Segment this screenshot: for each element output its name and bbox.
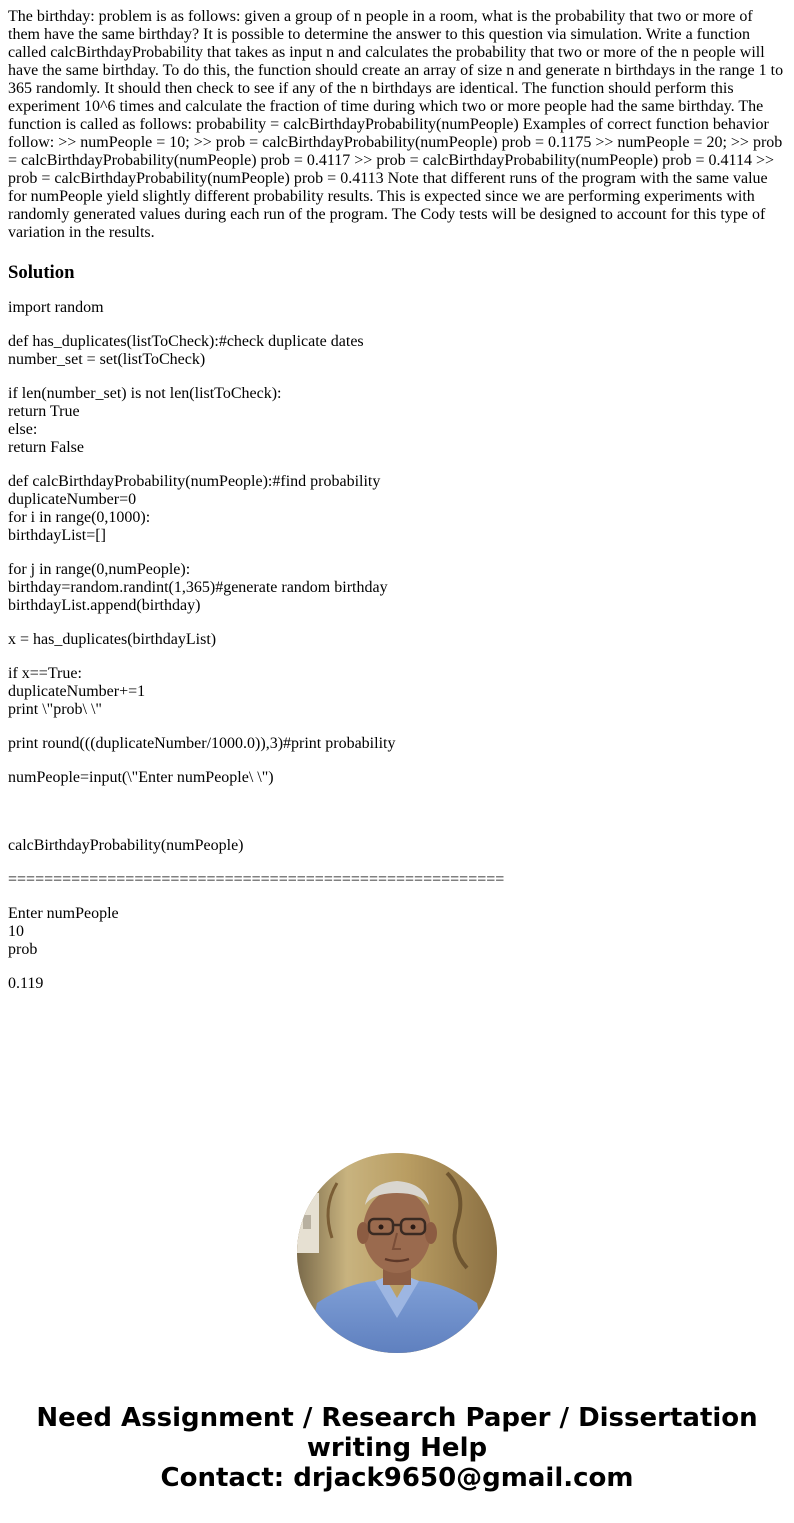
code-line: duplicateNumber+=1 bbox=[8, 683, 146, 700]
output-line: Enter numPeople bbox=[8, 905, 119, 922]
problem-statement: The birthday: problem is as follows: given a group of n people in a room, what is the probability that two or more of them have the same birthday? It is possible to determine the answer to this question via simulation. Write a function called calcBirthdayProbability that takes as input n and calculates the probability that two or more of the n people will have the same birthday. To do this, the function should create an array of size n and generate n birthdays in the range 1 to 365 randomly. It should then check to see if any of the n birthdays are identical. The function should perform this experiment 10^6 times and calculate the fraction of time during which two or more people had the same birthday. The function is called as follows: probability = calcBirthdayProbability(numPeople) Examples of correct function behavior follow: >> numPeople = 10; >> prob = calcBirthdayProbability(numPeople) prob = 0.1175 >> numPeople = 20; >> prob = calcBirthdayProbability(numPeople) prob = 0.4117 >> prob = calcBirthdayProbability(numPeople) prob = 0.4114 >> prob = calcBirthdayProbability(numPeople) prob = 0.4113 Note that different runs of the program with the same value for numPeople yield slightly different probability results. This is expected since we are performing experiments with randomly generated values during each run of the program. The Cody tests will be designed to account for this type of variation in the results. bbox=[8, 8, 784, 241]
code-line: birthday=random.randint(1,365)#generate random birthday bbox=[8, 579, 388, 596]
code-paragraph bbox=[8, 837, 786, 855]
code-line: for j in range(0,numPeople): bbox=[8, 561, 191, 578]
code-line: x = has_duplicates(birthdayList) bbox=[8, 631, 217, 648]
code-line: duplicateNumber=0 bbox=[8, 491, 137, 508]
code-line: numPeople=input(\"Enter numPeople\ \") bbox=[8, 769, 274, 786]
code-paragraph bbox=[8, 333, 786, 369]
code-paragraph bbox=[8, 665, 786, 719]
empty-paragraph bbox=[8, 803, 786, 821]
separator-text: ======================================================= bbox=[8, 871, 505, 888]
code-paragraph bbox=[8, 473, 786, 545]
code-line: def calcBirthdayProbability(numPeople):#find probability bbox=[8, 473, 381, 490]
code-paragraph bbox=[8, 385, 786, 457]
code-paragraph bbox=[8, 735, 786, 753]
code-line: if len(number_set) is not len(listToCheck): bbox=[8, 385, 282, 402]
code-paragraph bbox=[8, 769, 786, 787]
code-line: print round(((duplicateNumber/1000.0)),3)#print probability bbox=[8, 735, 396, 752]
code-line: return False bbox=[8, 439, 84, 456]
code-line: if x==True: bbox=[8, 665, 82, 682]
avatar-portrait bbox=[297, 1153, 497, 1353]
code-line: for i in range(0,1000): bbox=[8, 509, 151, 526]
code-line: import random bbox=[8, 299, 104, 316]
code-line: return True bbox=[8, 403, 80, 420]
code-line: birthdayList.append(birthday) bbox=[8, 597, 201, 614]
code-line: print \"prob\ \" bbox=[8, 701, 102, 718]
document-body bbox=[8, 8, 786, 1009]
promo-contact: Contact: drjack9650@gmail.com bbox=[160, 1463, 634, 1493]
output-line: prob bbox=[8, 941, 38, 958]
code-line: calcBirthdayProbability(numPeople) bbox=[8, 837, 244, 854]
code-line: def has_duplicates(listToCheck):#check duplicate dates bbox=[8, 333, 364, 350]
separator-line bbox=[8, 871, 786, 889]
code-line: else: bbox=[8, 421, 38, 438]
code-line: number_set = set(listToCheck) bbox=[8, 351, 206, 368]
promo-line: writing Help bbox=[306, 1433, 488, 1463]
code-paragraph bbox=[8, 631, 786, 649]
code-line: birthdayList=[] bbox=[8, 527, 106, 544]
promo-line: Need Assignment / Research Paper / Dissertation bbox=[36, 1403, 758, 1433]
code-paragraph bbox=[8, 299, 786, 317]
output-paragraph bbox=[8, 975, 786, 993]
avatar bbox=[297, 1153, 497, 1353]
code-paragraph bbox=[8, 561, 786, 615]
output-paragraph bbox=[8, 905, 786, 959]
output-line: 10 bbox=[8, 923, 24, 940]
solution-heading: Solution bbox=[8, 262, 75, 283]
output-line: 0.119 bbox=[8, 975, 44, 992]
promo-banner bbox=[0, 1403, 794, 1493]
